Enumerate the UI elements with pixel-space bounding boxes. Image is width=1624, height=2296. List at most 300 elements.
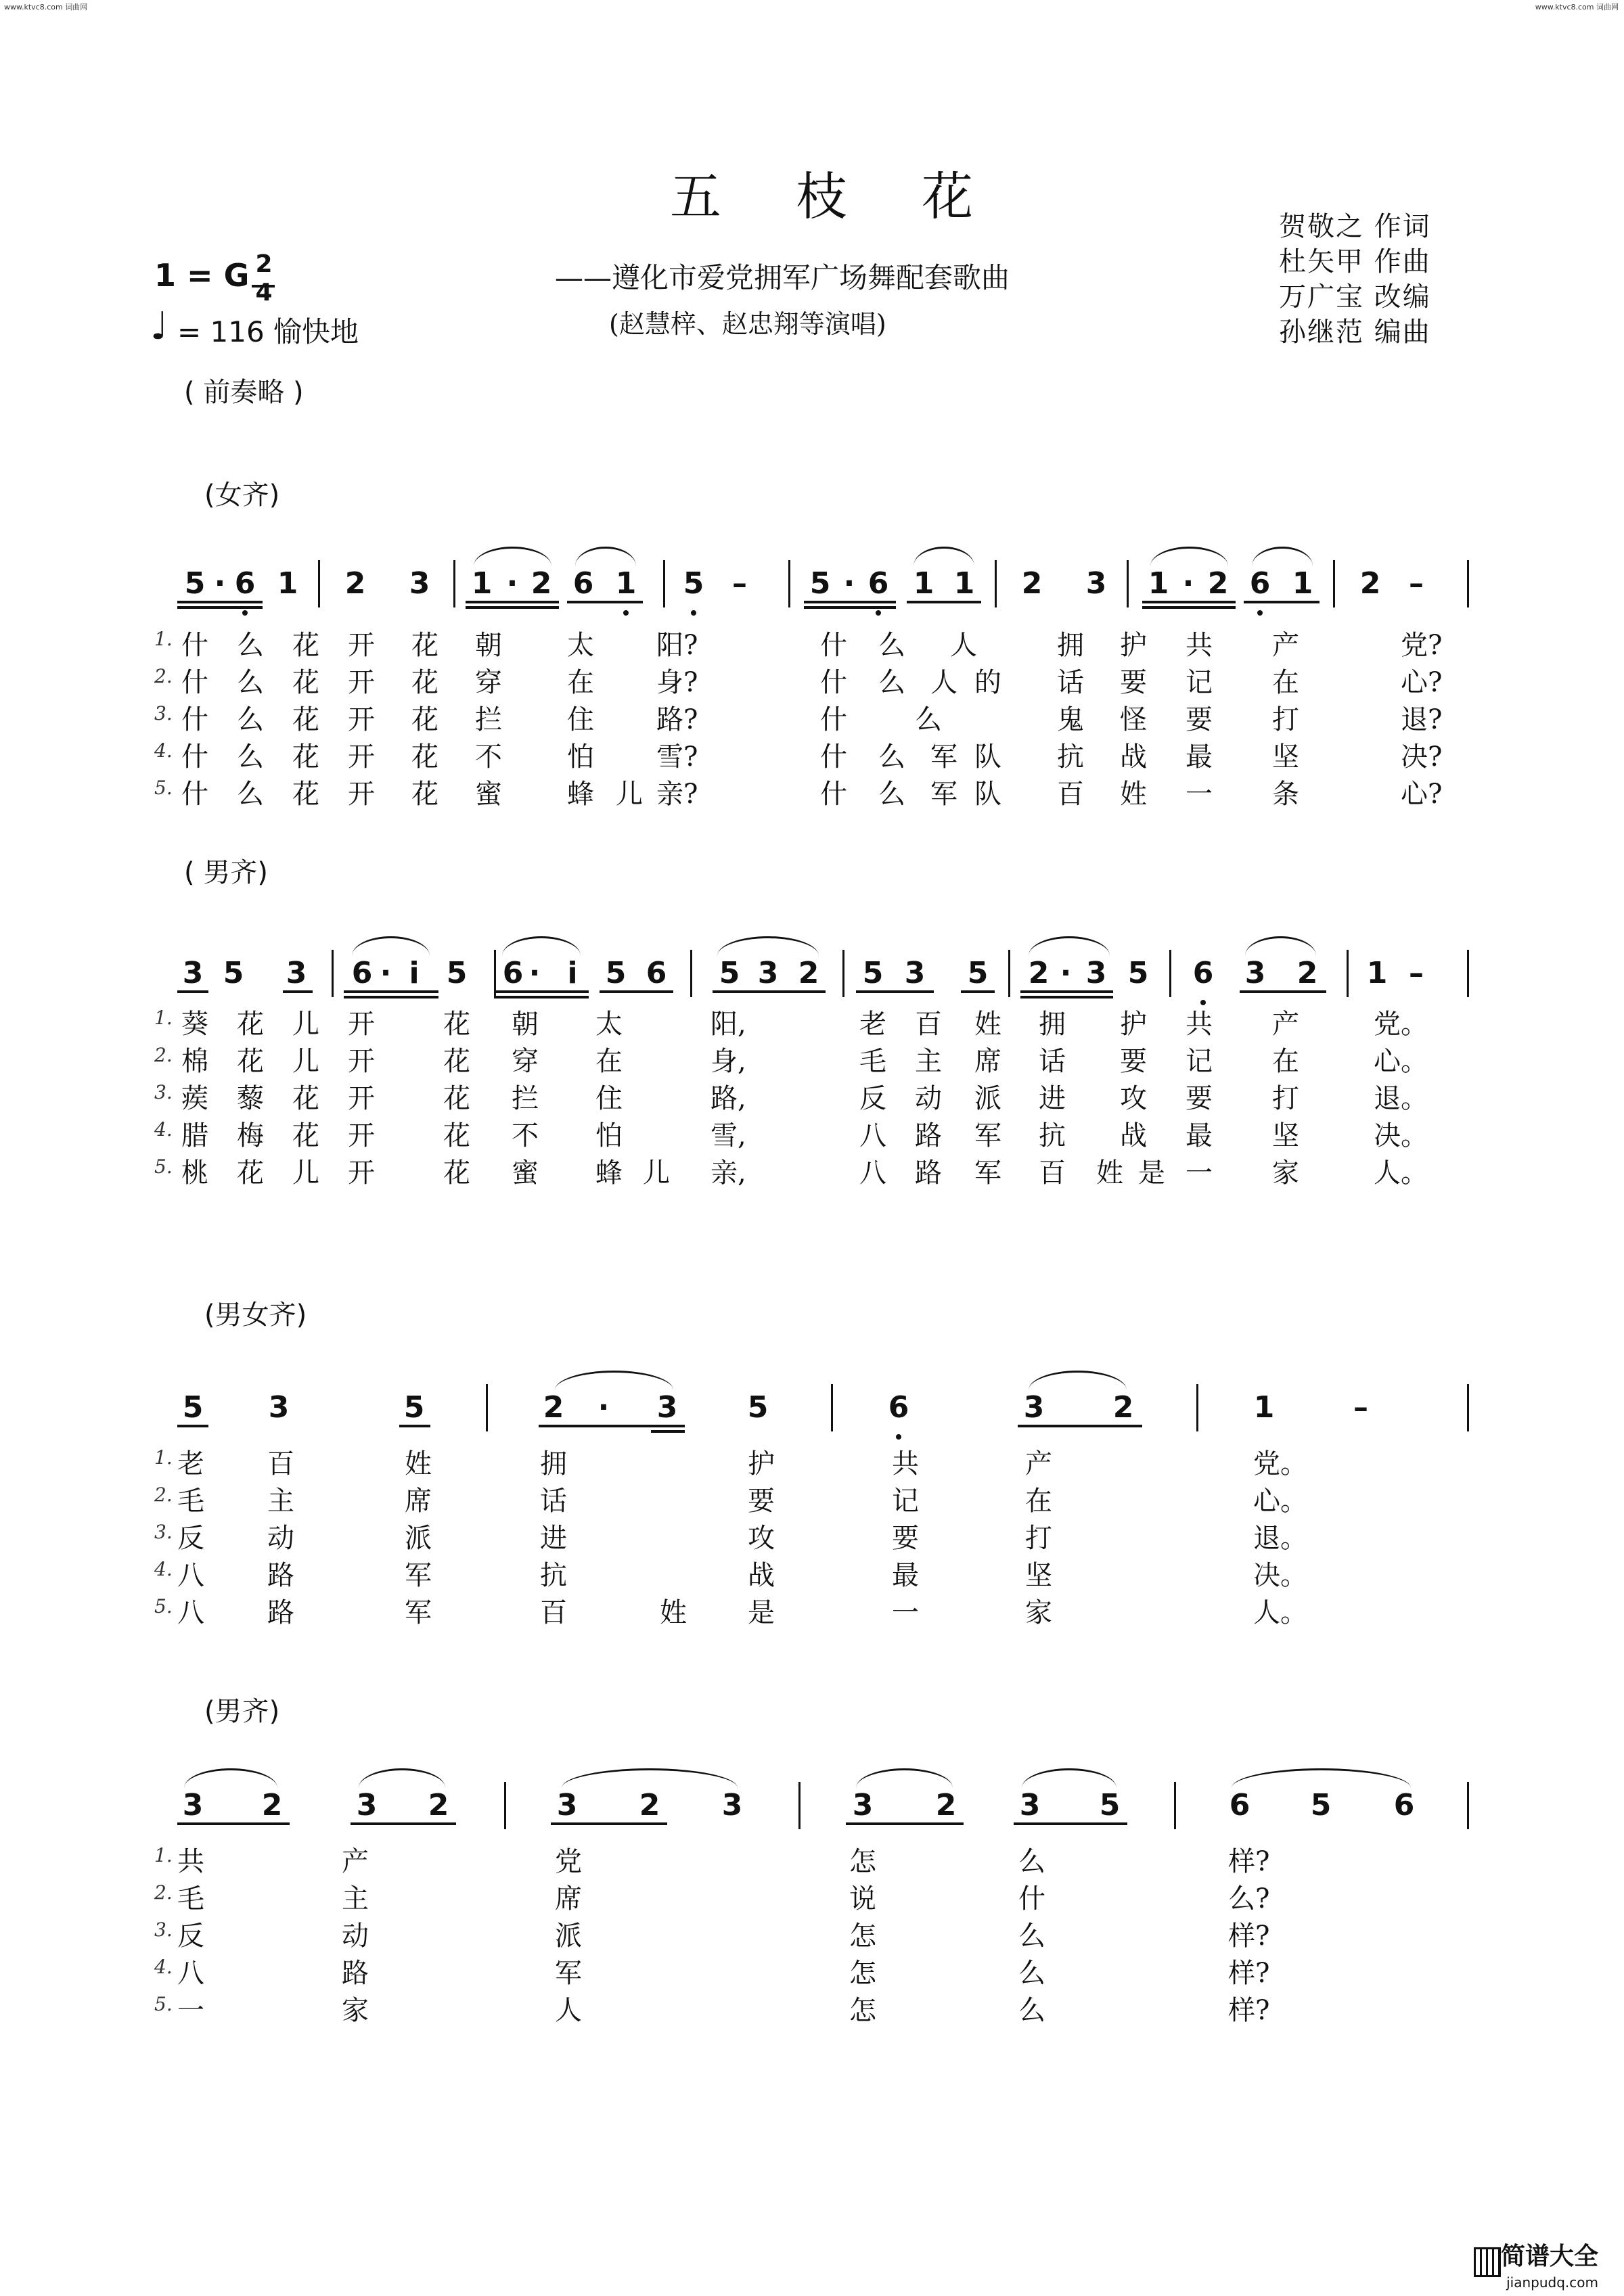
lyric-syllable: 么 <box>915 704 942 735</box>
note: 2 <box>1112 1390 1134 1425</box>
note: 2 <box>1207 566 1229 601</box>
lyric-syllable: 家 <box>1025 1597 1052 1628</box>
note: 6 <box>572 566 594 601</box>
lyric-syllable: 什 <box>820 667 847 698</box>
beam-underline <box>1014 1822 1127 1825</box>
lyric-syllable: 百 <box>915 1009 942 1040</box>
lyric-syllable: 姓 <box>1120 779 1147 810</box>
lyric-syllable: 战 <box>1120 1120 1147 1151</box>
lyric-syllable: 路 <box>342 1958 369 1989</box>
lyric-syllable: 儿 <box>292 1009 319 1040</box>
octave-dot <box>896 1434 901 1440</box>
lyric-syllable: 么 <box>237 704 264 735</box>
lyric-syllable: 花 <box>443 1009 470 1040</box>
lyric-syllable: 花 <box>292 741 319 773</box>
lyric-syllable: 姓 <box>1096 1157 1123 1189</box>
lyric-syllable: 开 <box>348 1083 375 1114</box>
lyric-syllable: 人 <box>930 667 957 698</box>
slur-arc <box>1232 1768 1411 1788</box>
lyric-syllable: 什 <box>181 704 208 735</box>
lyric-syllable: 什 <box>181 779 208 810</box>
slur-arc <box>1245 936 1316 956</box>
credit-adapter: 万广宝 改编 <box>1279 281 1431 313</box>
lyric-syllable: 路, <box>710 1083 746 1114</box>
beam-underline <box>804 606 896 609</box>
lyric-syllable: 花 <box>411 630 438 661</box>
barline <box>995 560 997 607</box>
lyric-syllable: 样? <box>1228 1846 1270 1877</box>
lyric-syllable: 开 <box>348 667 375 698</box>
beam-underline <box>466 601 559 603</box>
credit-arranger: 孙继范 编曲 <box>1279 317 1431 348</box>
beam-underline <box>600 990 673 993</box>
note: 3 <box>1019 1788 1041 1822</box>
lyric-syllable: 蒺 <box>181 1083 208 1114</box>
lyric-syllable: 八 <box>859 1120 886 1151</box>
lyric-syllable: 么 <box>1018 1846 1045 1877</box>
slur-arc <box>1150 547 1228 566</box>
song-title: 五枝花 <box>670 166 1047 227</box>
beam-underline <box>1244 601 1320 603</box>
note: 1 <box>1148 566 1169 601</box>
note: · <box>597 1390 610 1425</box>
beam-underline <box>551 1822 667 1825</box>
lyric-syllable: 开 <box>348 1157 375 1189</box>
lyric-syllable: 毛 <box>859 1046 886 1077</box>
verse-number: 4. <box>154 1558 173 1580</box>
lyric-syllable: 八 <box>177 1560 204 1591</box>
lyric-syllable: 开 <box>348 630 375 661</box>
note: 5 <box>683 566 704 601</box>
lyric-syllable: 人 <box>555 1995 582 2026</box>
note: 3 <box>409 566 430 601</box>
lyric-syllable: 腊 <box>181 1120 208 1151</box>
note: 2 <box>1359 566 1381 601</box>
lyric-syllable: 是 <box>1138 1157 1165 1189</box>
lyric-syllable: 开 <box>348 1009 375 1040</box>
lyric-syllable: 一 <box>1186 1157 1213 1189</box>
note: 6 <box>1393 1788 1415 1822</box>
lyric-syllable: 怎 <box>849 1921 876 1952</box>
beam-underline <box>177 1822 290 1825</box>
verse-number: 4. <box>154 1956 173 1978</box>
beam-underline <box>567 601 643 603</box>
lyric-syllable: 梅 <box>237 1120 264 1151</box>
lyric-syllable: 军 <box>930 779 957 810</box>
slur-arc <box>914 547 974 566</box>
barline <box>453 560 455 607</box>
lyric-syllable: 姓 <box>405 1448 432 1479</box>
beam-underline <box>283 990 313 993</box>
lyric-syllable: 花 <box>292 1083 319 1114</box>
lyric-syllable: 军 <box>555 1958 582 1989</box>
lyric-syllable: 拥 <box>1039 1009 1066 1040</box>
lyric-syllable: 战 <box>1120 741 1147 773</box>
sustain-dash: – <box>732 566 747 601</box>
lyric-syllable: 么 <box>237 779 264 810</box>
beam-underline <box>856 990 934 993</box>
lyric-syllable: 雪? <box>656 741 698 773</box>
lyric-syllable: 护 <box>1120 1009 1147 1040</box>
tempo-marking: = 116 愉快地 <box>177 315 359 348</box>
lyric-syllable: 人。 <box>1253 1597 1307 1628</box>
lyric-syllable: 儿 <box>643 1157 670 1189</box>
slur-arc <box>555 1371 673 1390</box>
lyric-syllable: 军 <box>930 741 957 773</box>
section-label-female: (女齐) <box>204 480 280 511</box>
verse-number: 1. <box>154 628 173 650</box>
lyric-syllable: 儿 <box>292 1157 319 1189</box>
lyric-syllable: 拦 <box>475 704 502 735</box>
lyric-syllable: 反 <box>859 1083 886 1114</box>
lyric-syllable: 在 <box>1272 667 1299 698</box>
beam-underline <box>961 990 995 993</box>
note: 6 <box>502 956 524 990</box>
note: 1 <box>913 566 934 601</box>
barline <box>1467 560 1469 607</box>
barline <box>504 1782 506 1829</box>
lyric-syllable: 拦 <box>512 1083 539 1114</box>
lyric-syllable: 动 <box>915 1083 942 1114</box>
lyric-syllable: 席 <box>555 1883 582 1914</box>
note: 2 <box>531 566 552 601</box>
lyric-syllable: 阳, <box>710 1009 746 1040</box>
lyric-syllable: 花 <box>292 1120 319 1151</box>
verse-number: 5. <box>154 1993 173 2015</box>
beam-underline <box>344 996 438 998</box>
verse-number: 3. <box>154 1521 173 1543</box>
lyric-syllable: 蜜 <box>475 779 502 810</box>
note: 5 <box>223 956 244 990</box>
lyric-syllable: 进 <box>540 1523 567 1554</box>
note: 5 <box>184 566 206 601</box>
lyric-syllable: 动 <box>342 1921 369 1952</box>
lyric-syllable: 主 <box>267 1486 294 1517</box>
slur-arc <box>1022 1768 1116 1788</box>
section-label-male: ( 男齐) <box>184 857 268 888</box>
verse-number: 1. <box>154 1446 173 1469</box>
lyric-syllable: 的 <box>974 667 1001 698</box>
lyric-syllable: 坚 <box>1272 1120 1299 1151</box>
lyric-syllable: 攻 <box>1120 1083 1147 1114</box>
note: 5 <box>182 1390 204 1425</box>
lyric-syllable: 八 <box>859 1157 886 1189</box>
section-label-mixed: (男女齐) <box>204 1300 307 1331</box>
lyric-syllable: 什 <box>181 630 208 661</box>
beam-underline <box>351 1822 456 1825</box>
lyric-syllable: 打 <box>1025 1523 1052 1554</box>
song-subtitle: ——遵化市爱党拥军广场舞配套歌曲 <box>555 261 1010 294</box>
lyric-syllable: 样? <box>1228 1921 1270 1952</box>
lyric-syllable: 产 <box>1025 1448 1052 1479</box>
sustain-dash: – <box>1353 1390 1368 1425</box>
lyric-syllable: 朝 <box>512 1009 539 1040</box>
key-signature: 1 = G <box>154 257 250 294</box>
barline <box>486 1384 488 1431</box>
lyric-syllable: 护 <box>1120 630 1147 661</box>
lyric-syllable: 么 <box>237 667 264 698</box>
lyric-syllable: 条 <box>1272 779 1299 810</box>
lyric-syllable: 太 <box>567 630 594 661</box>
lyric-syllable: 在 <box>1025 1486 1052 1517</box>
barline <box>1169 950 1171 997</box>
lyric-syllable: 花 <box>443 1120 470 1151</box>
lyric-syllable: 怕 <box>567 741 594 773</box>
lyric-syllable: 花 <box>411 779 438 810</box>
lyric-syllable: 打 <box>1272 1083 1299 1114</box>
lyric-syllable: 么 <box>878 667 905 698</box>
lyric-syllable: 要 <box>748 1486 775 1517</box>
lyric-syllable: 花 <box>443 1046 470 1077</box>
augmentation-dot: · <box>380 956 392 990</box>
note: 1 <box>277 566 298 601</box>
barline <box>1174 1782 1176 1829</box>
singers-line: (赵慧梓、赵忠翔等演唱) <box>609 309 886 339</box>
top-right-tiny-label: www.ktvc8.com 词曲网 <box>1535 3 1619 12</box>
lyric-syllable: 桃 <box>181 1157 208 1189</box>
lyric-syllable: 最 <box>1186 1120 1213 1151</box>
meter-bottom: 4 <box>255 279 273 306</box>
octave-dot <box>242 610 248 616</box>
lyric-syllable: 说 <box>849 1883 876 1914</box>
lyric-syllable: 不 <box>512 1120 539 1151</box>
note: 6 <box>1229 1788 1250 1822</box>
intro-note: ( 前奏略 ) <box>184 377 304 408</box>
lyric-syllable: 花 <box>237 1046 264 1077</box>
beam-underline <box>177 1425 208 1427</box>
note: 3 <box>1244 956 1266 990</box>
lyric-syllable: 八 <box>177 1958 204 1989</box>
note: 3 <box>182 1788 204 1822</box>
lyric-syllable: 么 <box>878 630 905 661</box>
lyric-syllable: 共 <box>1186 630 1213 661</box>
note: 5 <box>605 956 627 990</box>
note: 3 <box>1023 1390 1045 1425</box>
lyric-syllable: 退。 <box>1253 1523 1307 1554</box>
lyric-syllable: 蜂 <box>567 779 594 810</box>
lyric-syllable: 心? <box>1401 779 1443 810</box>
lyric-syllable: 家 <box>342 1995 369 2026</box>
lyric-syllable: 怎 <box>849 1995 876 2026</box>
lyric-syllable: 百 <box>540 1597 567 1628</box>
lyric-syllable: 军 <box>405 1597 432 1628</box>
note: 3 <box>182 956 204 990</box>
lyric-syllable: 葵 <box>181 1009 208 1040</box>
note: 2 <box>261 1788 283 1822</box>
piano-keys-icon <box>1474 2247 1501 2277</box>
lyric-syllable: 毛 <box>177 1883 204 1914</box>
lyric-syllable: 穿 <box>512 1046 539 1077</box>
lyric-syllable: 党。 <box>1374 1009 1428 1040</box>
slur-arc <box>502 936 581 956</box>
lyric-syllable: 路 <box>915 1157 942 1189</box>
lyric-syllable: 怎 <box>849 1958 876 1989</box>
lyric-syllable: 派 <box>405 1523 432 1554</box>
lyric-syllable: 么 <box>878 741 905 773</box>
lyric-syllable: 进 <box>1039 1083 1066 1114</box>
lyric-syllable: 老 <box>859 1009 886 1040</box>
verse-number: 5. <box>154 1595 173 1617</box>
lyric-syllable: 队 <box>974 741 1001 773</box>
note: 5 <box>1127 956 1149 990</box>
lyric-syllable: 花 <box>411 667 438 698</box>
lyric-syllable: 要 <box>1186 704 1213 735</box>
lyric-syllable: 产 <box>342 1846 369 1877</box>
barline <box>798 1782 800 1829</box>
note: 5 <box>403 1390 425 1425</box>
lyric-syllable: 要 <box>1120 667 1147 698</box>
lyric-syllable: 在 <box>567 667 594 698</box>
lyric-syllable: 姓 <box>660 1597 687 1628</box>
note: 6 <box>1249 566 1271 601</box>
beam-underline <box>907 601 981 603</box>
verse-number: 1. <box>154 1007 173 1029</box>
note: 3 <box>656 1390 678 1425</box>
footer-brand: 简谱大全 <box>1500 2243 1598 2270</box>
lyric-syllable: 么? <box>1228 1883 1270 1914</box>
lyric-syllable: 开 <box>348 741 375 773</box>
barline <box>1127 560 1129 607</box>
barline <box>318 560 320 607</box>
lyric-syllable: 藜 <box>237 1083 264 1114</box>
lyric-syllable: 记 <box>1186 667 1213 698</box>
beam-underline <box>399 1425 430 1427</box>
beam-underline <box>177 606 263 609</box>
lyric-syllable: 怕 <box>595 1120 623 1151</box>
lyric-syllable: 么 <box>878 779 905 810</box>
note: 3 <box>757 956 779 990</box>
lyric-syllable: 开 <box>348 704 375 735</box>
section-label-male-2: (男齐) <box>204 1696 280 1727</box>
note: 6 <box>867 566 889 601</box>
lyric-syllable: 退。 <box>1374 1083 1428 1114</box>
lyric-syllable: 花 <box>292 779 319 810</box>
note: 5 <box>809 566 831 601</box>
lyric-syllable: 什 <box>181 741 208 773</box>
barline <box>1196 1384 1198 1431</box>
octave-dot <box>1257 610 1263 616</box>
lyric-syllable: 花 <box>443 1083 470 1114</box>
augmentation-dot: · <box>1060 956 1072 990</box>
lyric-syllable: 产 <box>1272 1009 1299 1040</box>
lyric-syllable: 抗 <box>540 1560 567 1591</box>
octave-dot <box>623 610 629 616</box>
sustain-dash: – <box>1409 956 1424 990</box>
octave-dot <box>876 610 881 616</box>
beam-underline <box>651 1430 685 1433</box>
lyric-syllable: 毛 <box>177 1486 204 1517</box>
beam-underline <box>1020 996 1113 998</box>
lyric-syllable: 家 <box>1272 1157 1299 1189</box>
barline <box>1347 950 1349 997</box>
barline <box>1467 1384 1469 1431</box>
lyric-syllable: 拥 <box>1057 630 1084 661</box>
lyric-syllable: 反 <box>177 1921 204 1952</box>
lyric-syllable: 人 <box>950 630 977 661</box>
verse-number: 5. <box>154 1155 173 1178</box>
lyric-syllable: 共 <box>177 1846 204 1877</box>
lyric-syllable: 抗 <box>1057 741 1084 773</box>
augmentation-dot: · <box>843 566 855 601</box>
beam-underline <box>177 990 208 993</box>
lyric-syllable: 路? <box>656 704 698 735</box>
lyric-syllable: 花 <box>443 1157 470 1189</box>
beam-underline <box>804 601 896 603</box>
note: 5 <box>719 956 740 990</box>
note: 6 <box>646 956 667 990</box>
note: i <box>409 956 420 990</box>
note: 1 <box>953 566 975 601</box>
lyric-syllable: 开 <box>348 1046 375 1077</box>
verse-number: 2. <box>154 1881 173 1904</box>
note: 5 <box>747 1390 769 1425</box>
note: 6 <box>351 956 373 990</box>
lyric-syllable: 军 <box>974 1157 1001 1189</box>
beam-underline <box>344 990 438 993</box>
note: 2 <box>428 1788 449 1822</box>
verse-number: 2. <box>154 1044 173 1066</box>
beam-underline <box>494 990 589 993</box>
lyric-syllable: 攻 <box>748 1523 775 1554</box>
note: 3 <box>556 1788 578 1822</box>
lyric-syllable: 话 <box>1057 667 1084 698</box>
lyric-syllable: 队 <box>974 779 1001 810</box>
beam-underline <box>1142 601 1236 603</box>
slur-arc <box>856 1768 953 1788</box>
lyric-syllable: 么 <box>1018 1958 1045 1989</box>
lyric-syllable: 蜜 <box>512 1157 539 1189</box>
lyric-syllable: 不 <box>475 741 502 773</box>
lyric-syllable: 决? <box>1401 741 1443 773</box>
lyric-syllable: 路 <box>267 1560 294 1591</box>
footer-brand-url: jianpudq.com <box>1506 2274 1598 2291</box>
quarter-note-icon: ♩ <box>150 304 168 348</box>
lyric-syllable: 决。 <box>1374 1120 1428 1151</box>
lyric-syllable: 什 <box>181 667 208 698</box>
verse-number: 1. <box>154 1844 173 1866</box>
sustain-dash: – <box>1409 566 1424 601</box>
slur-arc <box>562 1768 738 1788</box>
verse-number: 2. <box>154 1484 173 1506</box>
note: 3 <box>1085 956 1107 990</box>
lyric-syllable: 派 <box>555 1921 582 1952</box>
slur-arc <box>717 936 819 956</box>
barline <box>1008 950 1010 997</box>
barline <box>1467 950 1469 997</box>
beam-underline <box>713 990 826 993</box>
lyric-syllable: 军 <box>405 1560 432 1591</box>
lyric-syllable: 一 <box>177 1995 204 2026</box>
lyric-syllable: 决。 <box>1253 1560 1307 1591</box>
slur-arc <box>575 547 636 566</box>
note: 3 <box>356 1788 378 1822</box>
lyric-syllable: 党? <box>1401 630 1443 661</box>
lyric-syllable: 记 <box>1186 1046 1213 1077</box>
lyric-syllable: 在 <box>595 1046 623 1077</box>
beam-underline <box>1020 990 1113 993</box>
lyric-syllable: 什 <box>820 630 847 661</box>
lyric-syllable: 蜂 <box>595 1157 623 1189</box>
beam-underline <box>1018 1425 1142 1427</box>
slur-arc <box>1029 936 1110 956</box>
lyric-syllable: 席 <box>405 1486 432 1517</box>
octave-dot <box>691 610 696 616</box>
note: 1 <box>1253 1390 1275 1425</box>
lyric-syllable: 主 <box>915 1046 942 1077</box>
lyric-syllable: 么 <box>1018 1921 1045 1952</box>
barline <box>663 560 665 607</box>
lyric-syllable: 心。 <box>1374 1046 1428 1077</box>
